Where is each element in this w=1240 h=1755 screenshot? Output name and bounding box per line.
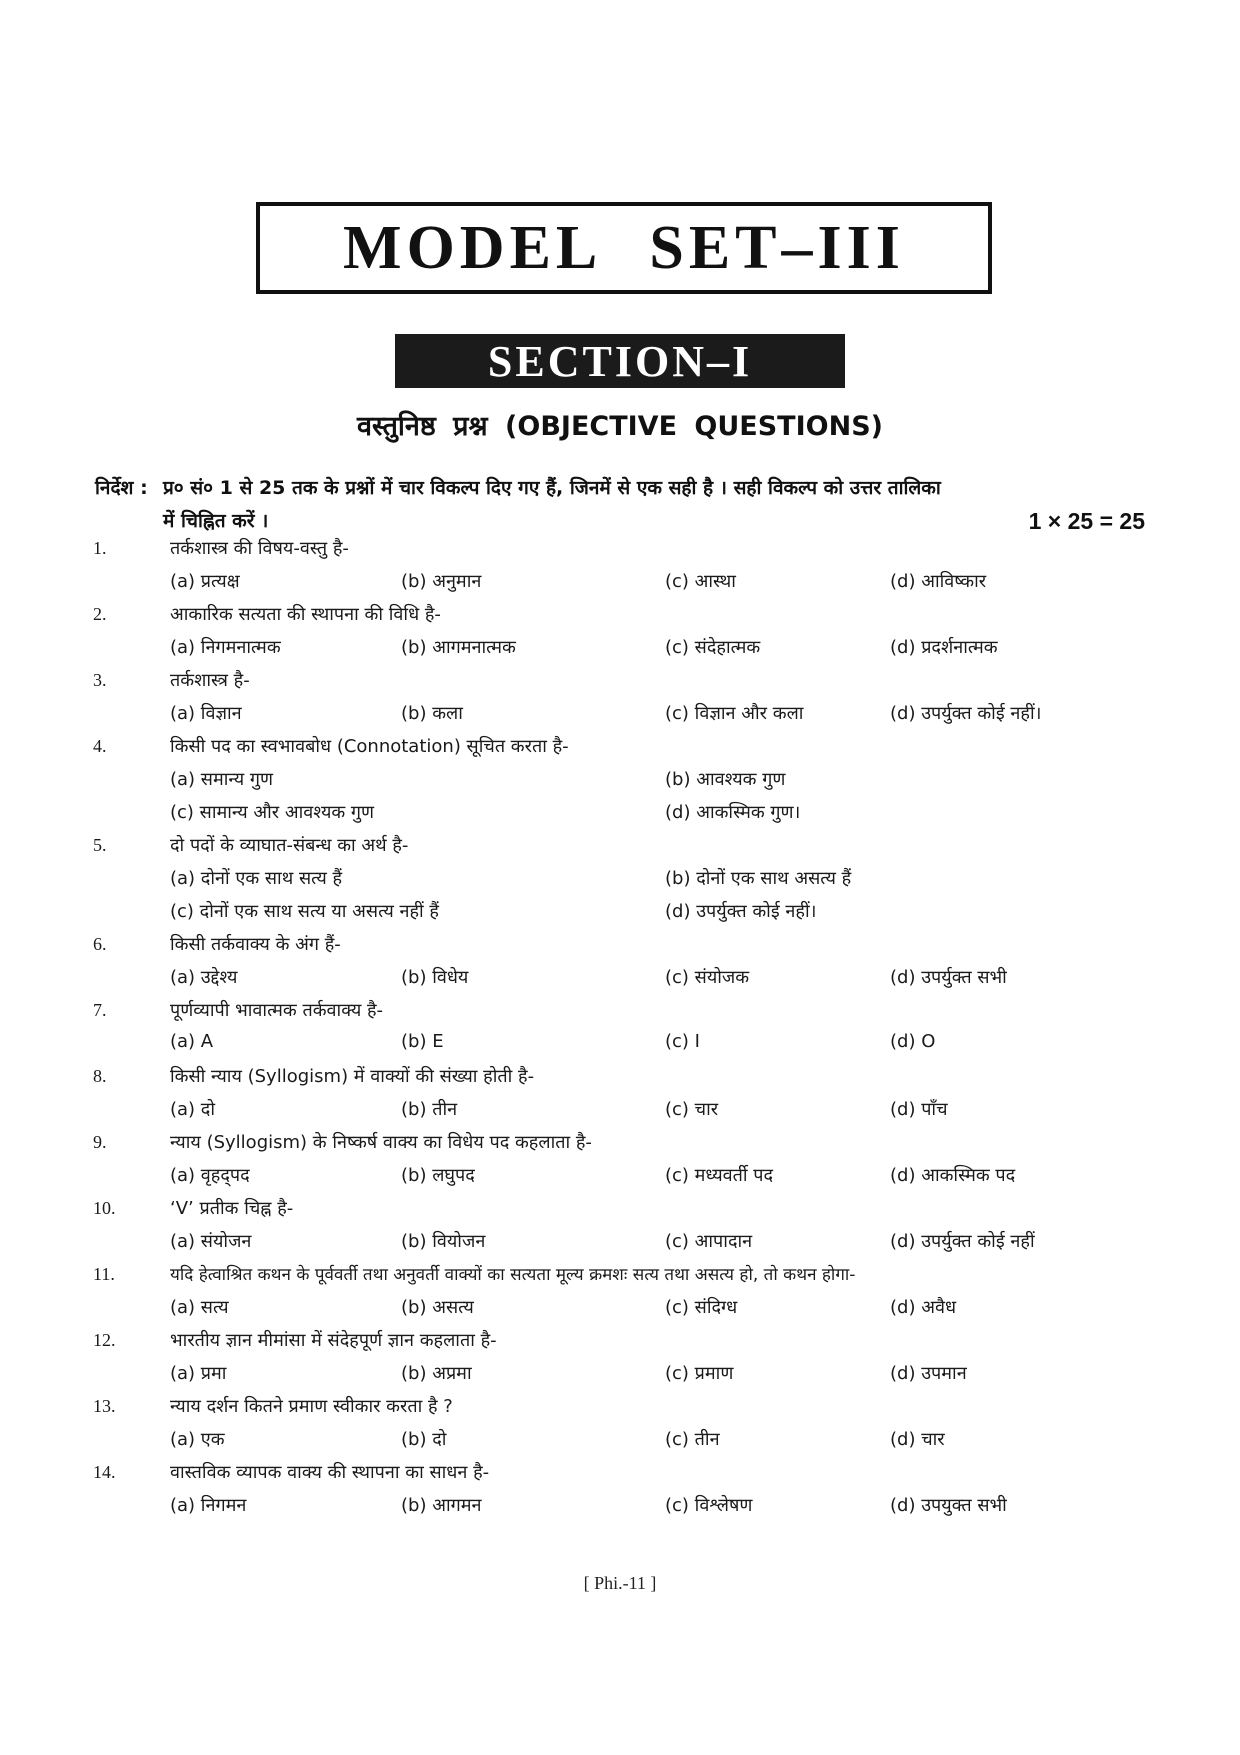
option-a: (a) समान्य गुण xyxy=(170,769,274,790)
question-number: 12. xyxy=(93,1330,116,1350)
instructions-label: निर्देश : xyxy=(95,477,148,499)
question-14-options xyxy=(0,1489,1240,1522)
option-b: (b) दोनों एक साथ असत्य हैं xyxy=(665,868,852,889)
option-c: (c) संदेहात्मक xyxy=(665,637,761,658)
question-number: 4. xyxy=(93,736,107,756)
option-b: (b) आगमनात्मक xyxy=(401,637,516,658)
option-a: (a) निगमनात्मक xyxy=(170,637,281,658)
option-b: (b) असत्य xyxy=(401,1297,474,1318)
question-number: 10. xyxy=(93,1198,116,1218)
option-d: (d) आकस्मिक पद xyxy=(890,1165,1016,1186)
option-c: (c) संदिग्ध xyxy=(665,1297,738,1318)
option-d: (d) उपर्युक्त कोई नहीं। xyxy=(890,703,1042,724)
option-a: (a) प्रमा xyxy=(170,1363,227,1384)
question-9 xyxy=(0,1126,1240,1159)
section-title: SECTION–I xyxy=(487,336,753,386)
question-7-options xyxy=(0,1027,1240,1060)
page-footer: [ Phi.-11 ] xyxy=(583,1573,657,1593)
question-number: 6. xyxy=(93,934,107,954)
option-c: (c) आस्था xyxy=(665,571,736,592)
option-c: (c) विश्लेषण xyxy=(665,1495,753,1516)
option-d: (d) उपर्युक्त सभी xyxy=(890,967,1007,988)
option-d: (d) O xyxy=(890,1031,936,1052)
question-text: आकारिक सत्यता की स्थापना की विधि है- xyxy=(170,604,441,625)
option-d: (d) अवैध xyxy=(890,1297,957,1318)
question-11-options xyxy=(0,1291,1240,1324)
instructions-text-line1: प्र० सं० 1 से 25 तक के प्रश्नों में चार विकल्प दिए गए हैं, जिनमें से एक सही है । सही विकल्प को उत्तर तालिका xyxy=(163,477,941,499)
option-b: (b) अनुमान xyxy=(401,571,482,592)
question-6-options xyxy=(0,961,1240,994)
option-b: (b) विधेय xyxy=(401,967,469,988)
question-number: 11. xyxy=(93,1264,115,1284)
question-number: 13. xyxy=(93,1396,116,1416)
option-a: (a) A xyxy=(170,1031,214,1052)
option-d: (d) पाँच xyxy=(890,1099,948,1120)
option-a: (a) संयोजन xyxy=(170,1231,252,1252)
question-list xyxy=(0,532,1240,1522)
option-a: (a) विज्ञान xyxy=(170,703,242,724)
option-a: (a) दो xyxy=(170,1099,216,1120)
option-b: (b) लघुपद xyxy=(401,1165,475,1186)
question-10 xyxy=(0,1192,1240,1225)
question-2 xyxy=(0,598,1240,631)
option-c: (c) I xyxy=(665,1031,700,1052)
question-14 xyxy=(0,1456,1240,1489)
option-a: (a) सत्य xyxy=(170,1297,229,1318)
model-set-title-box xyxy=(256,202,992,294)
option-a: (a) वृहद्पद xyxy=(170,1165,250,1186)
option-c: (c) विज्ञान और कला xyxy=(665,703,804,724)
question-number: 9. xyxy=(93,1132,107,1152)
question-7 xyxy=(0,994,1240,1027)
question-text: ‘V’ प्रतीक चिह्न है- xyxy=(170,1198,294,1219)
question-4-options-ab xyxy=(0,763,1240,796)
option-c: (c) तीन xyxy=(665,1429,720,1450)
option-a: (a) निगमन xyxy=(170,1495,247,1516)
question-3-options xyxy=(0,697,1240,730)
section-banner xyxy=(395,334,845,388)
option-d: (d) उपर्युक्त कोई नहीं xyxy=(890,1231,1035,1252)
option-d: (d) उपमान xyxy=(890,1363,967,1384)
option-c: (c) चार xyxy=(665,1099,719,1120)
question-text: न्याय (Syllogism) के निष्कर्ष वाक्य का विधेय पद कहलाता है- xyxy=(170,1132,592,1153)
question-8 xyxy=(0,1060,1240,1093)
question-number: 8. xyxy=(93,1066,107,1086)
option-a: (a) एक xyxy=(170,1429,225,1450)
option-c: (c) मध्यवर्ती पद xyxy=(665,1165,774,1186)
question-8-options xyxy=(0,1093,1240,1126)
option-c: (c) दोनों एक साथ सत्य या असत्य नहीं हैं xyxy=(170,901,439,922)
question-4-options-cd xyxy=(0,796,1240,829)
question-text: तर्कशास्त्र की विषय-वस्तु है- xyxy=(170,538,349,559)
question-6 xyxy=(0,928,1240,961)
question-1-options xyxy=(0,565,1240,598)
question-12-options xyxy=(0,1357,1240,1390)
question-text: यदि हेत्वाश्रित कथन के पूर्ववर्ती तथा अनुवर्ती वाक्यों का सत्यता मूल्य क्रमशः सत्य तथा असत्य हो, तो कथन होगा- xyxy=(170,1265,856,1285)
marks-formula: 1 × 25 = 25 xyxy=(1028,508,1145,534)
option-b: (b) कला xyxy=(401,703,463,724)
option-b: (b) आवश्यक गुण xyxy=(665,769,786,790)
question-5-options-cd xyxy=(0,895,1240,928)
option-d: (d) चार xyxy=(890,1429,945,1450)
question-text: न्याय दर्शन कितने प्रमाण स्वीकार करता है ? xyxy=(170,1396,453,1417)
question-13 xyxy=(0,1390,1240,1423)
question-text: किसी न्याय (Syllogism) में वाक्यों की संख्या होती है- xyxy=(170,1066,535,1087)
question-text: दो पदों के व्याघात-संबन्ध का अर्थ है- xyxy=(170,835,409,856)
question-1 xyxy=(0,532,1240,565)
option-d: (d) आविष्कार xyxy=(890,571,987,592)
option-a: (a) दोनों एक साथ सत्य हैं xyxy=(170,868,343,889)
model-set-title: MODEL SET–III xyxy=(343,213,905,282)
question-text: किसी पद का स्वभावबोध (Connotation) सूचित करता है- xyxy=(170,736,569,757)
question-text: पूर्णव्यापी भावात्मक तर्कवाक्य है- xyxy=(170,1000,384,1021)
option-b: (b) E xyxy=(401,1031,444,1052)
option-b: (b) दो xyxy=(401,1429,447,1450)
objective-questions-heading: वस्तुनिष्ठ प्रश्न (OBJECTIVE QUESTIONS) xyxy=(357,411,883,442)
question-text: तर्कशास्त्र है- xyxy=(170,670,250,691)
option-b: (b) आगमन xyxy=(401,1495,482,1516)
option-a: (a) उद्देश्य xyxy=(170,967,238,988)
question-4 xyxy=(0,730,1240,763)
question-10-options xyxy=(0,1225,1240,1258)
option-c: (c) प्रमाण xyxy=(665,1363,734,1384)
option-c: (c) संयोजक xyxy=(665,967,750,988)
question-5 xyxy=(0,829,1240,862)
question-5-options-ab xyxy=(0,862,1240,895)
option-c: (c) सामान्य और आवश्यक गुण xyxy=(170,802,375,823)
question-number: 2. xyxy=(93,604,107,624)
question-text: किसी तर्कवाक्य के अंग हैं- xyxy=(170,934,341,955)
option-b: (b) अप्रमा xyxy=(401,1363,472,1384)
question-number: 5. xyxy=(93,835,107,855)
option-d: (d) उपर्युक्त कोई नहीं। xyxy=(665,901,817,922)
question-13-options xyxy=(0,1423,1240,1456)
question-11 xyxy=(0,1258,1240,1291)
option-b: (b) तीन xyxy=(401,1099,458,1120)
question-text: वास्तविक व्यापक वाक्य की स्थापना का साधन है- xyxy=(170,1462,490,1483)
option-d: (d) आकस्मिक गुण। xyxy=(665,802,801,823)
question-number: 7. xyxy=(93,1000,107,1020)
option-d: (d) प्रदर्शनात्मक xyxy=(890,637,998,658)
question-text: भारतीय ज्ञान मीमांसा में संदेहपूर्ण ज्ञान कहलाता है- xyxy=(170,1330,497,1351)
question-2-options xyxy=(0,631,1240,664)
question-3 xyxy=(0,664,1240,697)
option-c: (c) आपादान xyxy=(665,1231,753,1252)
option-d: (d) उपयुक्त सभी xyxy=(890,1495,1007,1516)
option-b: (b) वियोजन xyxy=(401,1231,486,1252)
question-12 xyxy=(0,1324,1240,1357)
option-a: (a) प्रत्यक्ष xyxy=(170,571,240,592)
question-number: 14. xyxy=(93,1462,116,1482)
question-number: 1. xyxy=(93,538,107,558)
instructions-text-line2: में चिह्नित करें । xyxy=(163,510,269,532)
question-9-options xyxy=(0,1159,1240,1192)
question-number: 3. xyxy=(93,670,107,690)
